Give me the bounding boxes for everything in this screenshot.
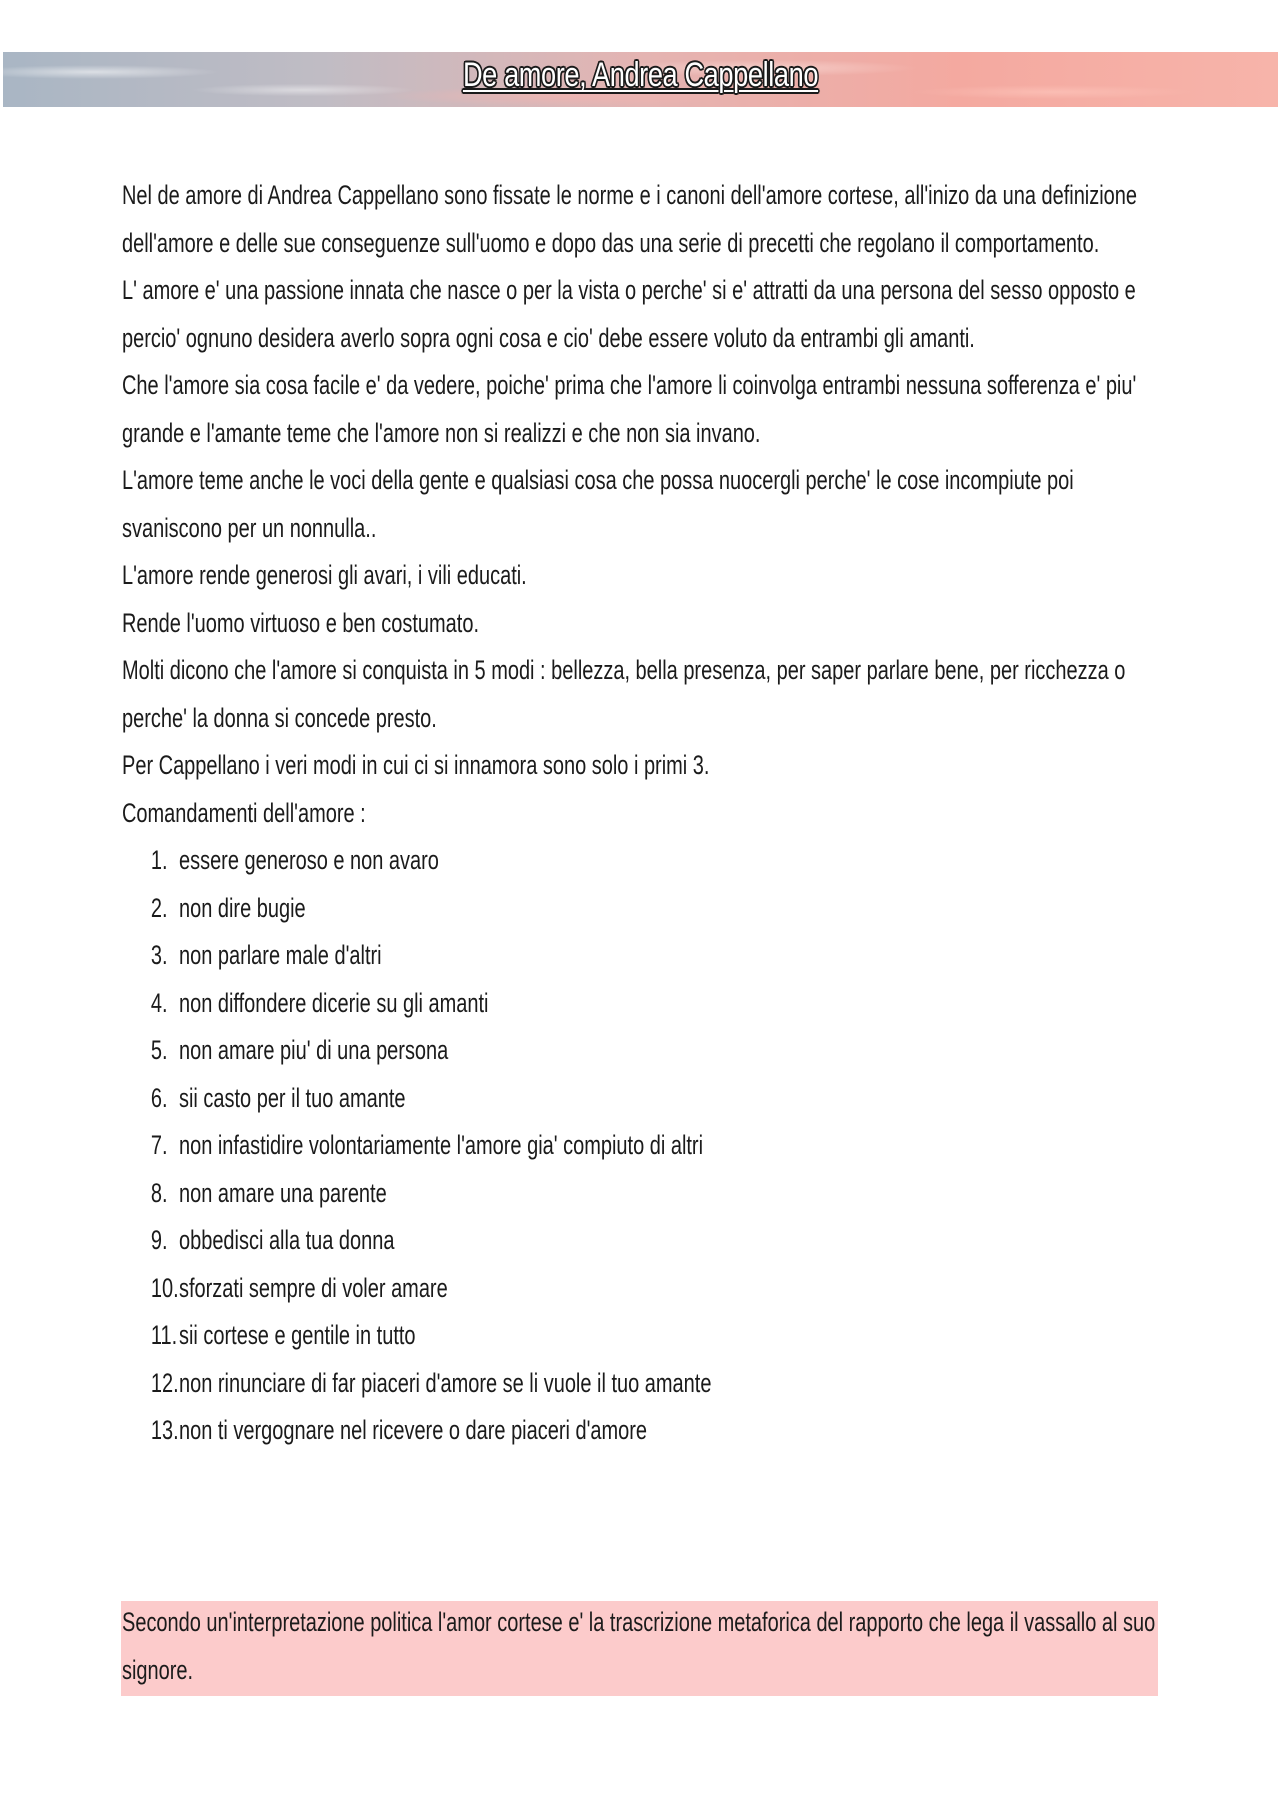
list-item — [122, 837, 1161, 885]
list-number: 12. — [150, 1367, 179, 1398]
paragraph-rumors: L'amore teme anche le voci della gente e qualsiasi cosa che possa nuocergli perche' le cose incompiute poi svaniscono per un nonnulla.. — [122, 465, 1074, 543]
list-number: 8. — [150, 1177, 168, 1208]
list-item — [122, 1360, 1161, 1408]
list-text: non ti vergognare nel ricevere o dare piaceri d'amore — [178, 1415, 648, 1445]
list-item — [122, 980, 1161, 1028]
paragraph-intro: Nel de amore di Andrea Cappellano sono fissate le norme e i canoni dell'amore cortese, all'inizo da una definizione dell'amore e delle sue conseguenze sull'uomo e dopo das una serie di precetti che regolano il comportamento. — [122, 180, 1138, 258]
list-text: sforzati sempre di voler amare — [178, 1272, 448, 1303]
commandments-list — [122, 837, 1161, 1455]
list-text: non rinunciare di far piaceri d'amore se li vuole il tuo amante — [178, 1367, 712, 1398]
list-text: non infastidire volontariamente l'amore gia' compiuto di altri — [178, 1130, 704, 1160]
list-text: non diffondere dicerie su gli amanti — [178, 987, 489, 1018]
list-text: obbedisci alla tua donna — [178, 1225, 395, 1255]
list-item — [122, 1217, 1161, 1265]
list-item — [122, 885, 1161, 933]
list-item — [122, 1407, 1161, 1455]
list-text: non amare una parente — [178, 1177, 387, 1208]
list-item — [122, 1170, 1161, 1218]
highlight-text: Secondo un'interpretazione politica l'amor cortese e' la trascrizione metaforica del rapporto che lega il vassallo al suo signore. — [122, 1607, 1156, 1685]
paragraph-generosity: L'amore rende generosi gli avari, i vili educati. — [122, 560, 527, 590]
paragraph-five-ways: Molti dicono che l'amore si conquista in 5 modi : bellezza, bella presenza, per saper parlare bene, per ricchezza o perche' la donna si concede presto. — [122, 655, 1126, 733]
list-number: 4. — [150, 987, 168, 1018]
list-number: 7. — [150, 1130, 168, 1160]
list-item — [122, 1122, 1161, 1170]
list-text: non parlare male d'altri — [178, 940, 382, 970]
highlight-note — [122, 1599, 1162, 1694]
list-number: 11. — [150, 1320, 178, 1350]
list-number: 9. — [150, 1225, 168, 1255]
list-text: sii cortese e gentile in tutto — [178, 1320, 416, 1350]
list-number: 3. — [150, 940, 168, 970]
list-number: 10. — [150, 1272, 179, 1303]
list-number: 1. — [150, 845, 168, 875]
document-body — [122, 172, 1162, 1455]
title-banner — [3, 52, 1278, 107]
paragraph-true-ways: Per Cappellano i veri modi in cui ci si innamora sono solo i primi 3. — [122, 750, 710, 780]
list-item — [122, 1027, 1161, 1075]
list-text: non amare piu' di una persona — [178, 1035, 449, 1065]
paragraph-definition: L' amore e' una passione innata che nasce o per la vista o perche' si e' attratti da una persona del sesso opposto e percio' ognuno desidera averlo sopra ogni cosa e cio' debe essere voluto da entrambi gli amanti. — [122, 275, 1136, 353]
list-number: 13. — [150, 1415, 179, 1445]
list-number: 2. — [150, 892, 168, 923]
list-item — [122, 932, 1161, 980]
list-text: non dire bugie — [178, 892, 306, 923]
list-item — [122, 1075, 1161, 1123]
list-text: sii casto per il tuo amante — [178, 1082, 406, 1113]
list-number: 5. — [150, 1035, 168, 1065]
list-text: essere generoso e non avaro — [178, 845, 439, 875]
list-item — [122, 1265, 1161, 1313]
paragraph-suffering: Che l'amore sia cosa facile e' da vedere, poiche' prima che l'amore li coinvolga entrambi nessuna sofferenza e' piu' grande e l'amante teme che l'amore non si realizzi e che non sia invano. — [122, 370, 1137, 448]
commandments-heading: Comandamenti dell'amore : — [122, 797, 366, 828]
list-number: 6. — [150, 1082, 168, 1113]
list-item — [122, 1312, 1161, 1360]
body-text — [122, 172, 1161, 1455]
paragraph-virtue: Rende l'uomo virtuoso e ben costumato. — [122, 607, 480, 638]
page-title: De amore, Andrea Cappellano — [462, 56, 819, 94]
